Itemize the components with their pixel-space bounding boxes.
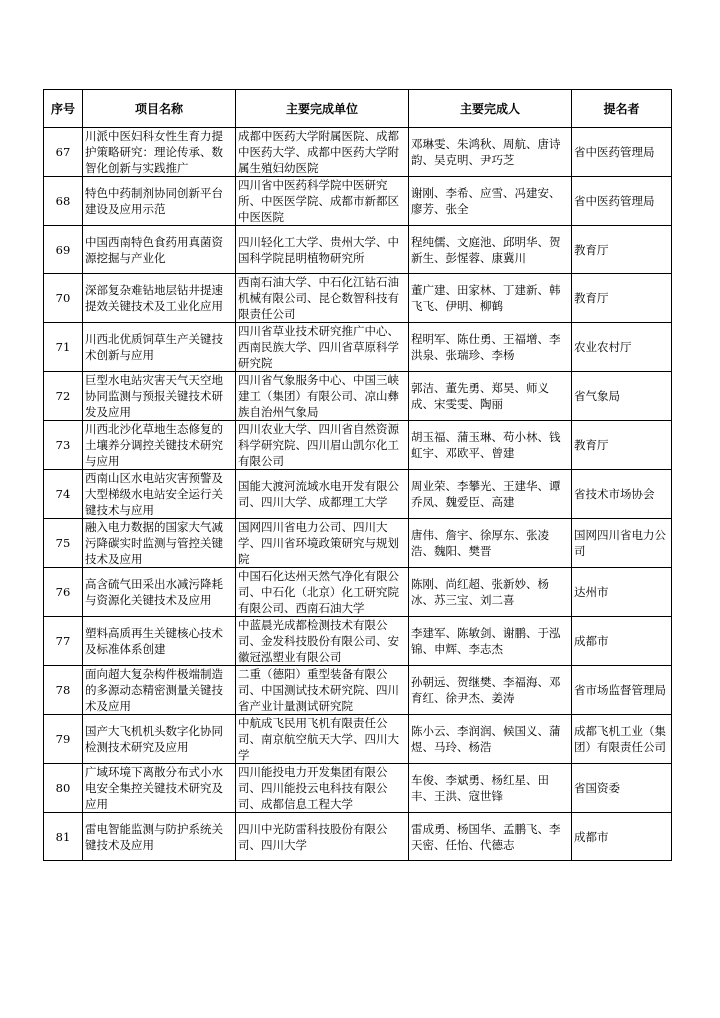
table-row xyxy=(44,617,672,666)
row-nominator: 省中医药管理局 xyxy=(572,177,672,226)
row-nominator: 国网四川省电力公司 xyxy=(572,519,672,568)
row-no: 75 xyxy=(44,519,83,568)
row-nominator: 省市场监督管理局 xyxy=(572,666,672,715)
table-row xyxy=(44,764,672,813)
award-nomination-table xyxy=(43,89,672,861)
row-no: 72 xyxy=(44,372,83,421)
table-row xyxy=(44,666,672,715)
row-no: 70 xyxy=(44,274,83,323)
row-nominator: 成都市 xyxy=(572,617,672,666)
row-project: 川西北优质饲草生产关键技术创新与应用 xyxy=(83,323,236,372)
row-units: 四川省气象服务中心、中国三峡建工（集团）有限公司、凉山彝族自治州气象局 xyxy=(236,372,409,421)
row-project: 融入电力数据的国家大气减污降碳实时监测与管控关键技术及应用 xyxy=(83,519,236,568)
table-row xyxy=(44,568,672,617)
row-units: 国网四川省电力公司、四川大学、四川省环境政策研究与规划院 xyxy=(236,519,409,568)
row-people: 郭洁、董先勇、郑昊、师义成、宋雯雯、陶丽 xyxy=(409,372,572,421)
row-units: 中国石化达州天然气净化有限公司、中石化（北京）化工研究院有限公司、西南石油大学 xyxy=(236,568,409,617)
row-people: 李建军、陈敏剑、谢鹏、于泓锦、申辉、李志杰 xyxy=(409,617,572,666)
row-no: 69 xyxy=(44,226,83,274)
row-nominator: 教育厅 xyxy=(572,274,672,323)
row-people: 董广建、田家林、丁建新、韩飞飞、伊明、柳鹤 xyxy=(409,274,572,323)
row-people: 周业荣、李攀光、王建华、谭乔凤、魏爱臣、高建 xyxy=(409,470,572,519)
row-no: 67 xyxy=(44,128,83,177)
row-people: 唐伟、詹宇、徐厚东、张凌浩、魏阳、樊晋 xyxy=(409,519,572,568)
row-nominator: 省国资委 xyxy=(572,764,672,813)
row-no: 81 xyxy=(44,813,83,861)
row-units: 西南石油大学、中石化江钻石油机械有限公司、昆仑数智科技有限责任公司 xyxy=(236,274,409,323)
row-project: 广域环境下离散分布式小水电安全集控关键技术研究及应用 xyxy=(83,764,236,813)
row-units: 中蓝晨光成都检测技术有限公司、金发科技股份有限公司、安徽冠泓塑业有限公司 xyxy=(236,617,409,666)
row-units: 成都中医药大学附属医院、成都中医药大学、成都中医药大学附属生殖妇幼医院 xyxy=(236,128,409,177)
row-people: 邓琳雯、朱鸿秋、周航、唐诗韵、吴克明、尹巧芝 xyxy=(409,128,572,177)
row-units: 四川农业大学、四川省自然资源科学研究院、四川眉山凯尔化工有限公司 xyxy=(236,421,409,470)
table-row xyxy=(44,226,672,274)
row-no: 80 xyxy=(44,764,83,813)
row-people: 孙朝远、贺继樊、李福海、邓育红、徐尹杰、姜涛 xyxy=(409,666,572,715)
header-nominator: 提名者 xyxy=(572,90,672,128)
table-body xyxy=(44,128,672,861)
table-row xyxy=(44,128,672,177)
table-row xyxy=(44,813,672,861)
row-project: 雷电智能监测与防护系统关键技术及应用 xyxy=(83,813,236,861)
row-units: 四川中光防雷科技股份有限公司、四川大学 xyxy=(236,813,409,861)
row-project: 国产大飞机机头数字化协同检测技术研究及应用 xyxy=(83,715,236,764)
row-nominator: 成都飞机工业（集团）有限责任公司 xyxy=(572,715,672,764)
row-nominator: 成都市 xyxy=(572,813,672,861)
row-project: 深部复杂难钻地层钻井提速提效关键技术及工业化应用 xyxy=(83,274,236,323)
table-row xyxy=(44,177,672,226)
row-no: 76 xyxy=(44,568,83,617)
row-no: 79 xyxy=(44,715,83,764)
row-units: 四川能投电力开发集团有限公司、四川能投云电科技有限公司、成都信息工程大学 xyxy=(236,764,409,813)
row-no: 74 xyxy=(44,470,83,519)
row-project: 川西北沙化草地生态修复的土壤养分调控关键技术研究与应用 xyxy=(83,421,236,470)
row-units: 四川省草业技术研究推广中心、西南民族大学、四川省草原科学研究院 xyxy=(236,323,409,372)
row-units: 四川轻化工大学、贵州大学、中国科学院昆明植物研究所 xyxy=(236,226,409,274)
table-row xyxy=(44,323,672,372)
row-people: 胡玉福、蒲玉琳、苟小林、钱虹宇、邓欧平、曾建 xyxy=(409,421,572,470)
table-header xyxy=(44,90,672,128)
row-project: 特色中药制剂协同创新平台建设及应用示范 xyxy=(83,177,236,226)
header-project: 项目名称 xyxy=(83,90,236,128)
row-project: 川派中医妇科女性生育力提护策略研究：理论传承、数智化创新与实践推广 xyxy=(83,128,236,177)
row-no: 73 xyxy=(44,421,83,470)
table-row xyxy=(44,519,672,568)
header-row xyxy=(44,90,672,128)
row-nominator: 省技术市场协会 xyxy=(572,470,672,519)
row-units: 中航成飞民用飞机有限责任公司、南京航空航天大学、四川大学 xyxy=(236,715,409,764)
row-nominator: 农业农村厅 xyxy=(572,323,672,372)
row-project: 高含硫气田采出水减污降耗与资源化关键技术及应用 xyxy=(83,568,236,617)
row-project: 巨型水电站灾害天气天空地协同监测与预报关键技术研发及应用 xyxy=(83,372,236,421)
row-units: 国能大渡河流域水电开发有限公司、四川大学、成都理工大学 xyxy=(236,470,409,519)
row-units: 二重（德阳）重型装备有限公司、中国测试技术研究院、四川省产业计量测试研究院 xyxy=(236,666,409,715)
row-no: 78 xyxy=(44,666,83,715)
table-row xyxy=(44,470,672,519)
header-people: 主要完成人 xyxy=(409,90,572,128)
header-units: 主要完成单位 xyxy=(236,90,409,128)
row-no: 71 xyxy=(44,323,83,372)
table-row xyxy=(44,372,672,421)
row-nominator: 达州市 xyxy=(572,568,672,617)
table-row xyxy=(44,421,672,470)
row-no: 68 xyxy=(44,177,83,226)
row-people: 陈小云、李润润、候国义、蒲煜、马玲、杨浩 xyxy=(409,715,572,764)
row-people: 陈刚、尚红超、张新妙、杨冰、苏三宝、刘二喜 xyxy=(409,568,572,617)
row-people: 程明军、陈仕勇、王福增、李洪泉、张瑞珍、李杨 xyxy=(409,323,572,372)
row-units: 四川省中医药科学院中医研究所、中医医学院、成都市新都区中医医院 xyxy=(236,177,409,226)
row-people: 谢刚、李希、应雪、冯建安、廖芳、张全 xyxy=(409,177,572,226)
row-nominator: 教育厅 xyxy=(572,421,672,470)
row-nominator: 教育厅 xyxy=(572,226,672,274)
header-no: 序号 xyxy=(44,90,83,128)
row-no: 77 xyxy=(44,617,83,666)
table-row xyxy=(44,274,672,323)
row-nominator: 省中医药管理局 xyxy=(572,128,672,177)
row-people: 车俊、李斌勇、杨红星、田丰、王洪、寇世锋 xyxy=(409,764,572,813)
row-project: 面向超大复杂构件极端制造的多源动态精密测量关键技术及应用 xyxy=(83,666,236,715)
row-people: 雷成勇、杨国华、孟鹏飞、李天密、任怡、代德志 xyxy=(409,813,572,861)
row-project: 塑料高质再生关键核心技术及标准体系创建 xyxy=(83,617,236,666)
table-row xyxy=(44,715,672,764)
row-nominator: 省气象局 xyxy=(572,372,672,421)
row-people: 程纯儒、文庭池、邱明华、贺新生、彭惺蓉、康冀川 xyxy=(409,226,572,274)
row-project: 西南山区水电站灾害预警及大型梯级水电站安全运行关键技术与应用 xyxy=(83,470,236,519)
row-project: 中国西南特色食药用真菌资源挖掘与产业化 xyxy=(83,226,236,274)
